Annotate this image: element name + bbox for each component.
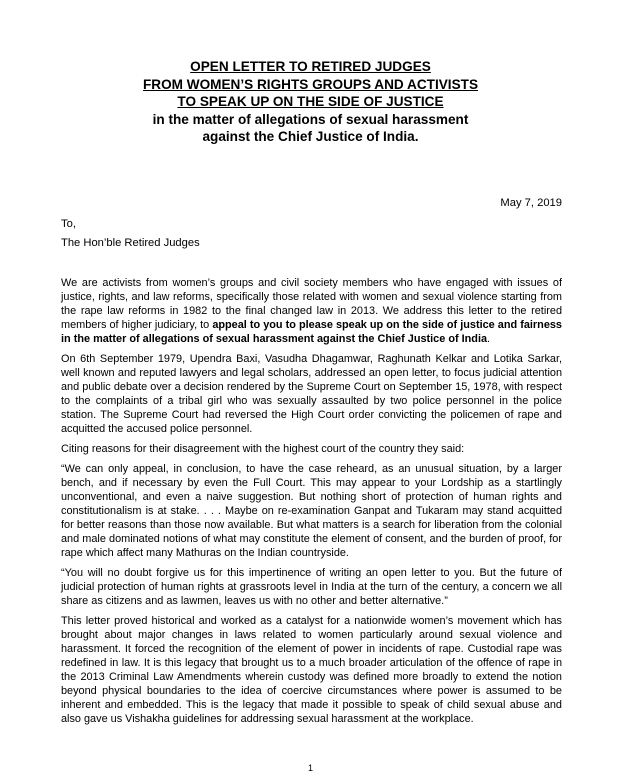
letter-date: May 7, 2019	[500, 197, 562, 209]
paragraph-1-appeal: appeal to you to please speak up on the side of justice and fairness in the matter of allegations of sexual harassment against the Chief Justice of India	[61, 319, 562, 345]
title-line-1: OPEN LETTER TO RETIRED JUDGES	[190, 59, 431, 74]
page-number: 1	[307, 763, 313, 773]
paragraph-1-end: .	[487, 333, 491, 345]
paragraph-6: This letter proved historical and worked as a catalyst for a nationwide women’s movement which has brought about major changes in laws related to women particularly around sexual violence and harassment. It forced the recognition of the element of power in incidents of rape. Custodial rape was redefined in law. It is this legacy that brought us to a much broader articulation of the offence of rape in the 2013 Criminal Law Amendments wherein custody was defined more broadly to extend the notion beyond physical boundaries to the idea of coercive circumstances where power is assumed to be inherent and embedded. This is the legacy that made it possible to speak of child sexual abuse and also gave us Vishakha guidelines for addressing sexual harassment at the workplace.	[61, 615, 562, 725]
paragraph-5-quote: “You will no doubt forgive us for this impertinence of writing an open letter to you. But the future of judicial protection of human rights at grassroots level in India at the turn of the century, a concern we all share as citizens and as lawmen, leaves us with no other and better alternative.”	[61, 567, 562, 607]
title-line-5: against the Chief Justice of India.	[202, 129, 419, 144]
paragraph-4-quote: “We can only appeal, in conclusion, to have the case reheard, as an unusual situation, by a larger bench, and if necessary by even the Full Court. This may appear to your Lordship as a startlingly unconventional, and even a naive suggestion. But nothing short of protection of human rights and constitutionalism is at stake. . . . Maybe on re-examination Ganpat and Tukaram may stand acquitted for better reasons than those now available. But what matters is a search for liberation from the colonial and male dominated notions of what may constitute the element of consent, and the burden of proof, for rape which affect many Mathuras on the Indian countryside.	[61, 463, 562, 559]
paragraph-3: Citing reasons for their disagreement with the highest court of the country they said:	[61, 443, 465, 455]
paragraph-2: On 6th September 1979, Upendra Baxi, Vasudha Dhagamwar, Raghunath Kelkar and Lotika Sarkar, well known and reputed lawyers and legal scholars, addressed an open letter, to focus judicial attention and public debate over a decision rendered by the Supreme Court on September 15, 1978, with respect to the complaints of a tribal girl who was sexually assaulted by two police personnel in the police station. The Supreme Court had reversed the High Court order convicting the policemen of rape and acquitted the accused police personnel.	[61, 353, 562, 435]
paragraph-1-start: We are activists from women’s groups and civil society members who have engaged with issues of justice, rights, and law reforms, specifically those related with women and sexual violence starting from the rape law reforms in 1982 to the final changed law in 2013. We address this letter to the retired members of higher judiciary, to	[61, 277, 562, 331]
title-line-2: FROM WOMEN’S RIGHTS GROUPS AND ACTIVISTS	[142, 76, 479, 92]
title-line-3: TO SPEAK UP ON THE SIDE OF JUSTICE	[177, 94, 444, 109]
letter-body	[61, 276, 562, 732]
salutation-recipient: The Hon’ble Retired Judges	[61, 237, 200, 249]
salutation-to: To,	[61, 218, 76, 230]
paragraph-1	[61, 276, 562, 346]
letter-title	[0, 58, 621, 146]
title-line-4: in the matter of allegations of sexual harassment	[152, 111, 469, 127]
